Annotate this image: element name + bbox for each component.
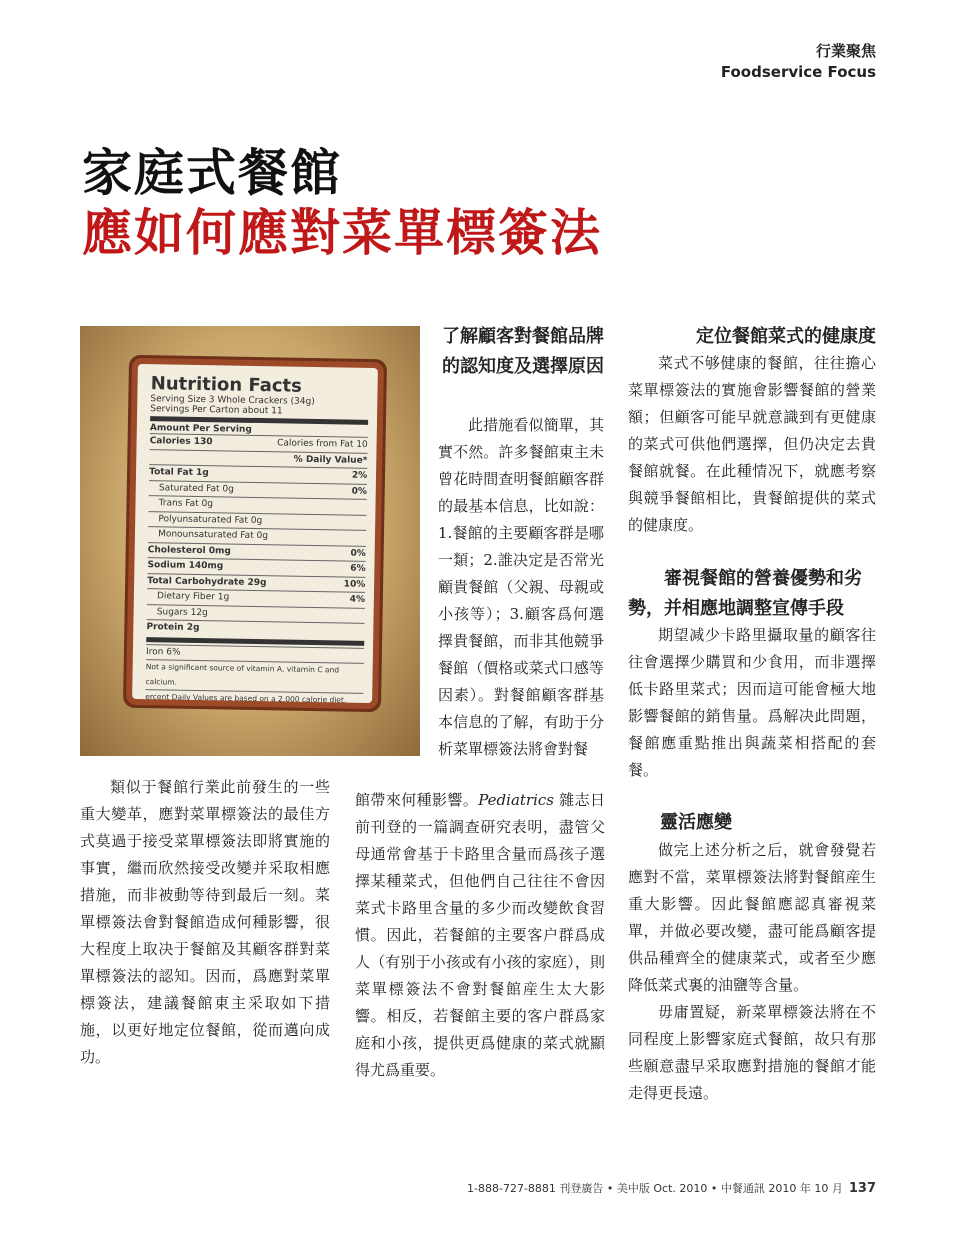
col2-paragraph-bottom (355, 787, 605, 1084)
col3-heading-1: 定位餐館菜式的健康度 (696, 326, 876, 347)
nf-footnote: ercent Daily Values are based on a 2,000 calorie diet. (145, 692, 347, 705)
nutrition-label-photo (80, 326, 420, 756)
col3-paragraph-2: 期望减少卡路里攝取量的顧客往往會選擇少購買和少食用，而非選擇低卡路里菜式；因而這可能會極大地影響餐館的銷售量。爲解决此問題，餐館應重點推出與蔬菜相搭配的套餐。 (628, 626, 876, 779)
nf-servings: Servings Per Carton about 11 (150, 404, 283, 417)
nf-row-label: Total Carbohydrate 29g (147, 575, 267, 588)
col3-paragraph-1: 菜式不够健康的餐館，往往擔心菜單標簽法的實施會影響餐館的營業額；但顧客可能早就意識到有更健康的菜式可供他們選擇，但仍决定去貴餐館就餐。在此種情况下，就應考察與競爭餐館相比，貴餐館提供的菜式的健康度。 (628, 354, 876, 534)
col3-heading-2: 審視餐館的營養優勢和劣勢，并相應地調整宣傳手段 (628, 568, 862, 619)
nf-row (146, 619, 364, 638)
col1-body (80, 774, 330, 1071)
nf-amount: Amount Per Serving (149, 423, 252, 435)
nf-row-label: Protein 2g (146, 622, 200, 634)
page-number: 137 (848, 1181, 876, 1196)
nf-row-label: Sodium 140mg (147, 560, 224, 572)
nf-calories: Calories 130 (149, 436, 213, 448)
nf-row-label: Trans Fat 0g (158, 498, 214, 510)
col2-body-bottom (355, 787, 605, 1084)
nf-row-label: Saturated Fat 0g (158, 482, 235, 495)
nf-row-label: Dietary Fiber 1g (156, 591, 230, 603)
title-line-2: 應如何應對菜單標簽法 (82, 203, 602, 262)
nf-row-label: Total Fat 1g (149, 467, 209, 479)
nutrition-facts-table (145, 374, 369, 708)
section-en: Foodservice Focus (720, 63, 876, 81)
col2-text-pre: 館帶來何種影響。 (355, 791, 479, 809)
nf-heading: Nutrition Facts (150, 373, 303, 397)
nf-iron: Iron 6% (145, 646, 181, 658)
col3-body-2 (628, 622, 876, 784)
nf-note: Not a significant source of vitamin A, vitamin C and calcium. (145, 662, 340, 687)
col3-paragraph-4: 毋庸置疑，新菜單標簽法將在不同程度上影響家庭式餐館，故只有那些願意盡早采取應對措施的餐館才能走得更長遠。 (628, 1003, 876, 1102)
col1-paragraph: 類似于餐館行業此前發生的一些重大變革，應對菜單標簽法的最佳方式莫過于接受菜單標簽法即將實施的事實，繼而欣然接受改變并采取相應措施，而非被動等待到最后一刻。菜單標簽法會對餐館造成何種影響，很大程度上取决于餐館及其顧客群對菜單標簽法的認知。因而，爲應對菜單標簽法，建議餐館東主采取如下措施，以更好地定位餐館，從而邁向成功。 (80, 778, 330, 1066)
nf-row-pct: 4% (349, 594, 366, 605)
section-label (721, 40, 876, 82)
nf-row-label: Polyunsaturated Fat 0g (158, 513, 263, 526)
page-footer (467, 1180, 876, 1196)
nf-serving: Serving Size 3 Whole Crackers (34g) (150, 394, 315, 407)
col3-heading-3: 靈活應變 (660, 812, 732, 833)
footer-text: 1-888-727-8881 刊登廣告 • 美中版 Oct. 2010 • 中餐通訊 2010 年 10 月 (467, 1182, 843, 1195)
nf-row-pct: 0% (350, 548, 366, 559)
nf-daily-value: % Daily Value* (293, 454, 368, 466)
col2-paragraph-top: 此措施看似簡單，其實不然。許多餐館東主未曾花時間查明餐館顧客群的最基本信息，比如說：1.餐館的主要顧客群是哪一類；2.誰决定是否常光顧貴餐館（父親、母親或小孩等）；3.顧客爲何選擇貴餐館，而非其他競爭餐館（價格或菜式口感等因素）。對餐館顧客群基本信息的了解，有助于分析菜單標簽法將會對餐 (438, 416, 604, 758)
section-zh: 行業聚焦 (815, 42, 876, 60)
col3-paragraph-3: 做完上述分析之后，就會發覺若應對不當，菜單標簽法將對餐館産生重大影響。因此餐館應認真審視菜單，并做必要改變，盡可能爲顧客提供品種齊全的健康菜式，或者至少應降低菜式裏的油鹽等含量。 (628, 841, 876, 994)
col2-body-top (438, 412, 604, 763)
nf-row-pct: 6% (350, 563, 366, 574)
nf-row-label: Sugars 12g (156, 606, 208, 618)
nf-row-pct: 0% (351, 486, 367, 497)
nf-calories-fat: Calories from Fat 10 (277, 438, 368, 450)
nf-row-label: Cholesterol 0mg (147, 544, 231, 557)
journal-name: Pediatrics (478, 791, 554, 809)
nf-row-pct: 10% (343, 579, 366, 590)
nf-row-pct: 2% (351, 470, 368, 481)
col2-heading: 了解顧客對餐館品牌的認知度及選擇原因 (442, 326, 604, 377)
col3-body-3 (628, 837, 876, 1107)
title-line-1: 家庭式餐館 (82, 143, 342, 202)
col2-text-post: 雜志日前刊登的一篇調查研究表明，盡管父母通常會基于卡路里含量而爲孩子選擇某種菜式，但他們自己往往不會因菜式卡路里含量的多少而改變飲食習慣。因此，若餐館的主要客户群爲成人（有别于小孩或有小孩的家庭），則菜單標簽法不會對餐館産生太大影響。相反，若餐館主要的客户群爲家庭和小孩，提供更爲健康的菜式就顯得尤爲重要。 (355, 791, 605, 1079)
col3-body-1 (628, 350, 876, 539)
nf-row-label: Monounsaturated Fat 0g (158, 529, 269, 542)
